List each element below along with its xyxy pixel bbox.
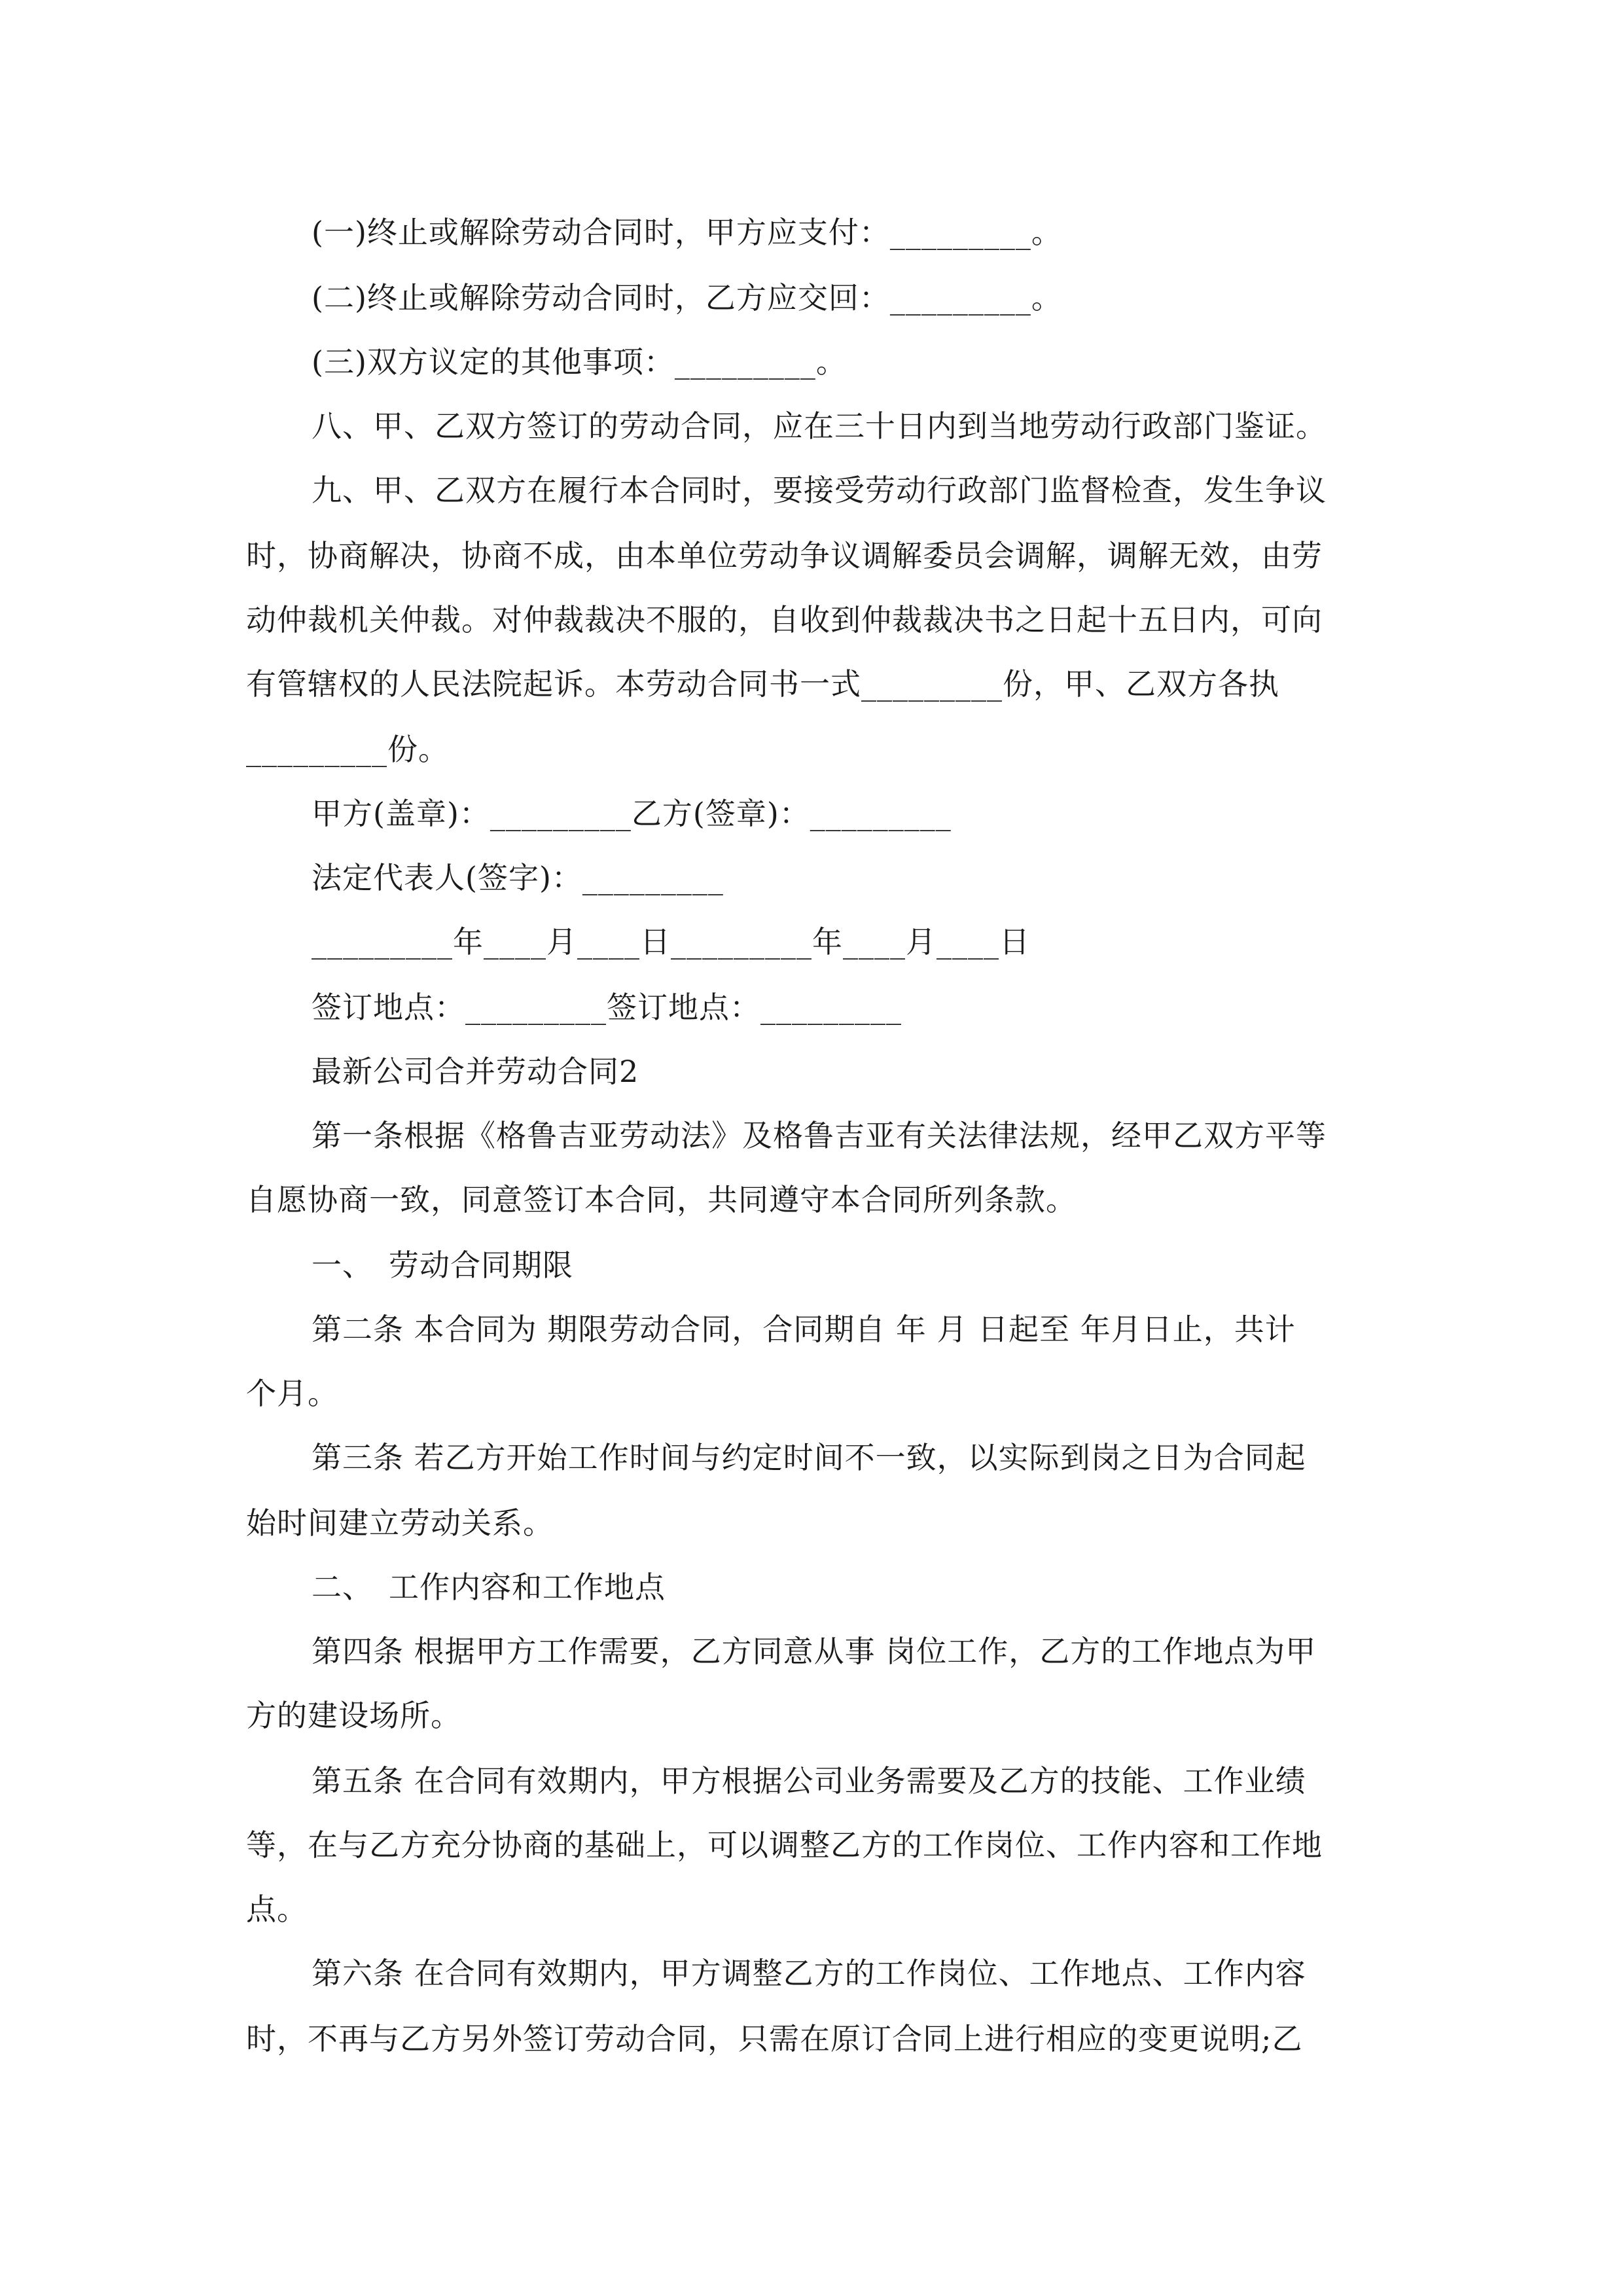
text-line: (一)终止或解除劳动合同时，甲方应支付：_________。 — [312, 215, 1062, 250]
text-line: 八、甲、乙双方签订的劳动合同，应在三十日内到当地劳动行政部门鉴证。 — [312, 408, 1327, 444]
section-heading: 二、 工作内容和工作地点 — [312, 1570, 666, 1605]
text-line: _________份。 — [246, 732, 449, 767]
text-line: 第四条 根据甲方工作需要，乙方同意从事 岗位工作，乙方的工作地点为甲 — [312, 1634, 1317, 1669]
text-line: 方的建设场所。 — [246, 1698, 461, 1733]
section-heading: 一、 劳动合同期限 — [312, 1247, 573, 1283]
text-line: 自愿协商一致，同意签订本合同，共同遵守本合同所列条款。 — [246, 1182, 1077, 1217]
text-line: 时，协商解决，协商不成，由本单位劳动争议调解委员会调解，调解无效，由劳 — [246, 538, 1323, 573]
text-line: 九、甲、乙双方在履行本合同时，要接受劳动行政部门监督检查，发生争议 — [312, 473, 1327, 508]
text-line: 第五条 在合同有效期内，甲方根据公司业务需要及乙方的技能、工作业绩 — [312, 1763, 1306, 1799]
text-line: 第三条 若乙方开始工作时间与约定时间不一致，以实际到岗之日为合同起 — [312, 1440, 1306, 1475]
text-line: 第二条 本合同为 期限劳动合同，合同期自 年 月 日起至 年月日止，共计 — [312, 1312, 1296, 1347]
text-line: 个月。 — [246, 1376, 338, 1411]
text-line: 点。 — [246, 1892, 308, 1927]
signing-place-line: 签订地点：_________签订地点：_________ — [312, 990, 902, 1025]
section-title: 最新公司合并劳动合同2 — [312, 1054, 639, 1089]
text-line: 第一条根据《格鲁吉亚劳动法》及格鲁吉亚有关法律法规，经甲乙双方平等 — [312, 1118, 1327, 1153]
legal-rep-line: 法定代表人(签字)：_________ — [312, 860, 724, 895]
date-line: _________年____月____日_________年____月____日 — [312, 924, 1030, 960]
text-line: 时，不再与乙方另外签订劳动合同，只需在原订合同上进行相应的变更说明;乙 — [246, 2021, 1303, 2056]
text-line: 始时间建立劳动关系。 — [246, 1505, 554, 1541]
text-line: 等，在与乙方充分协商的基础上，可以调整乙方的工作岗位、工作内容和工作地 — [246, 1827, 1323, 1863]
text-line: 动仲裁机关仲裁。对仲裁裁决不服的，自收到仲裁裁决书之日起十五日内，可向 — [246, 602, 1323, 637]
text-line: (二)终止或解除劳动合同时，乙方应交回：_________。 — [312, 280, 1062, 315]
signature-party-line: 甲方(盖章)：_________乙方(签章)：_________ — [312, 796, 952, 831]
text-line: 有管辖权的人民法院起诉。本劳动合同书一式_________份，甲、乙双方各执 — [246, 666, 1279, 702]
text-line: 第六条 在合同有效期内，甲方调整乙方的工作岗位、工作地点、工作内容 — [312, 1956, 1306, 1991]
text-line: (三)双方议定的其他事项：_________。 — [312, 344, 847, 380]
